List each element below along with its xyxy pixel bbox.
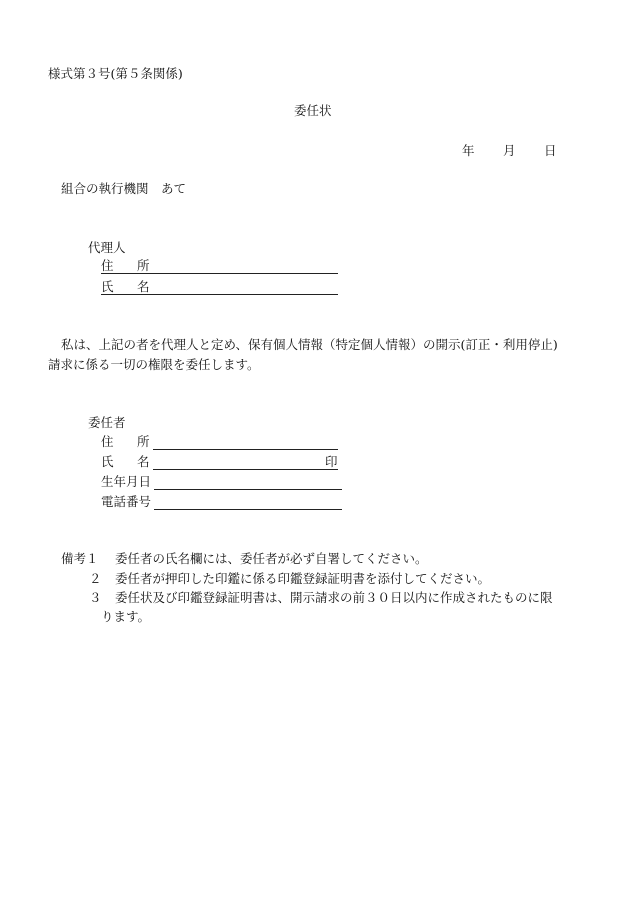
notes-label: 備考１: [61, 551, 99, 566]
principal-birthdate-field[interactable]: [154, 474, 342, 490]
principal-birthdate-label: 生年月日: [101, 474, 152, 489]
body-line-2: 請求に係る一切の権限を委任します。: [48, 357, 260, 372]
note-3-text-line-1: 委任状及び印鑑登録証明書は、開示請求の前３０日以内に作成されたものに限: [115, 590, 553, 605]
agent-name-field[interactable]: [101, 279, 338, 295]
principal-name-label-a: 氏: [101, 454, 114, 469]
agent-address-label-a: 住: [101, 258, 114, 273]
principal-name-field[interactable]: [153, 454, 338, 470]
principal-heading: 委任者: [88, 415, 126, 430]
principal-address-field[interactable]: [153, 434, 338, 450]
note-2-number: ２: [89, 571, 102, 586]
date-month-label: 月: [503, 143, 516, 158]
document-title: 委任状: [294, 103, 332, 118]
principal-phone-field[interactable]: [154, 494, 342, 510]
date-year-label: 年: [462, 143, 475, 158]
agent-address-field[interactable]: [101, 258, 338, 274]
note-3-number: ３: [89, 590, 102, 605]
seal-mark: 印: [325, 454, 338, 469]
principal-name-label-b: 名: [137, 454, 150, 469]
agent-heading: 代理人: [88, 240, 126, 255]
note-2-text: 委任者が押印した印鑑に係る印鑑登録証明書を添付してください。: [115, 571, 491, 586]
principal-address-label-b: 所: [137, 434, 150, 449]
principal-address-label-a: 住: [101, 434, 114, 449]
agent-name-row: [101, 279, 338, 299]
note-3-text-line-2: ります。: [101, 609, 151, 624]
agent-address-row: [101, 258, 338, 278]
principal-phone-label: 電話番号: [101, 494, 152, 509]
addressee: 組合の執行機関 あて: [61, 181, 187, 196]
note-1-text: 委任者の氏名欄には、委任者が必ず自署してください。: [115, 551, 428, 566]
agent-name-label-a: 氏: [101, 279, 114, 294]
agent-name-label-b: 名: [137, 279, 150, 294]
form-number: 様式第３号(第５条関係): [48, 66, 183, 81]
agent-address-label-b: 所: [137, 258, 150, 273]
body-line-1: 私は、上記の者を代理人と定め、保有個人情報（特定個人情報）の開示(訂正・利用停止): [61, 337, 558, 352]
date-day-label: 日: [544, 143, 557, 158]
